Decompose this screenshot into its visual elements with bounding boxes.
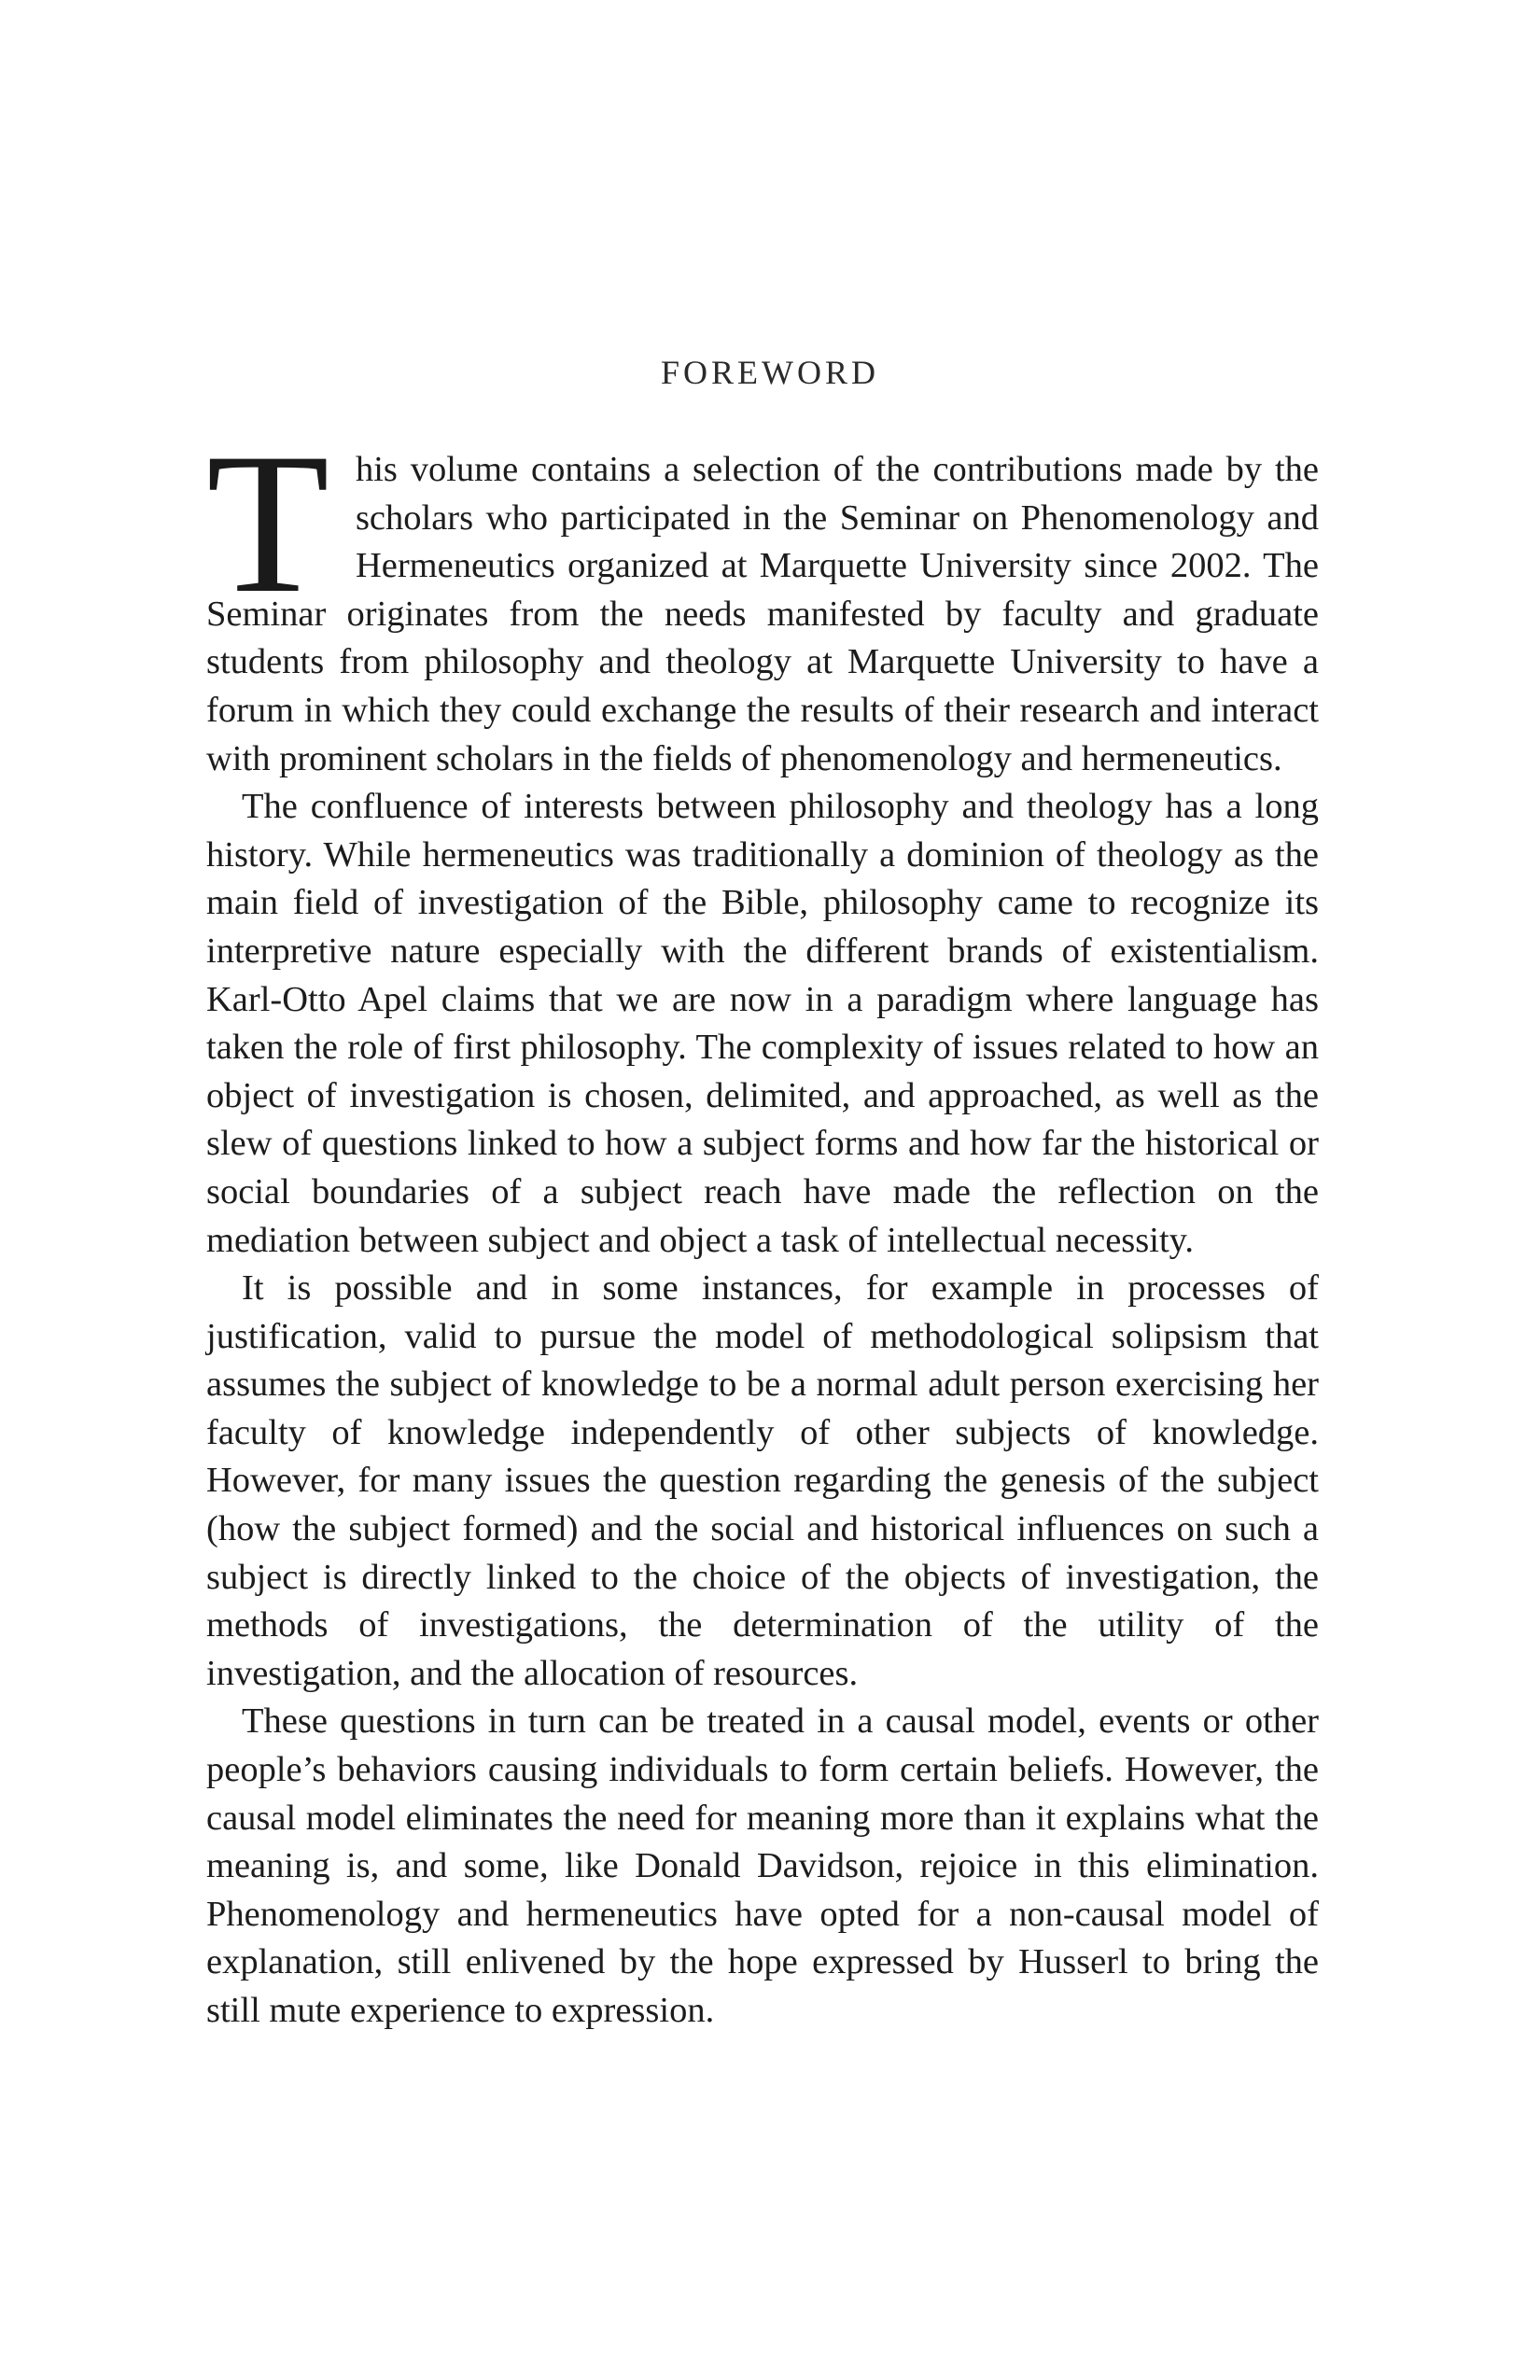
page-title: FOREWORD: [660, 354, 879, 391]
paragraph-4: These questions in turn can be treated in a causal model, events or other people’s behaviors causing individuals to form certain beliefs. However, the causal model eliminates the need for meaning more than it explains what the meaning is, and some, like Donald Davidson, rejoice in this elimination. Phenomenology and hermeneutics have opted for a non-causal model of explanation, still enlivened by the hope expressed by Husserl to bring the still mute experience to expression.: [206, 1701, 1319, 2030]
paragraph-2: The confluence of interests between philosophy and theology has a long history. While hermeneutics was traditionally a dominion of theology as the main field of investigation of the Bible, philosophy came to recognize its interpretive nature especially with the different brands of existentialism. Karl-Otto Apel claims that we are now in a paradigm where language has taken the role of first philosophy. The complexity of issues related to how an object of investigation is chosen, delimited, and approached, as well as the slew of questions linked to how a subject forms and how far the historical or social boundaries of a subject reach have made the reflection on the mediation between subject and object a task of intellectual necessity.: [206, 787, 1319, 1260]
paragraph-1: [206, 412, 1319, 783]
drop-cap: T: [206, 412, 329, 635]
foreword-body: [206, 412, 1319, 2036]
paragraph-1-text: his volume contains a selection of the contributions made by the scholars who participated in the Seminar on Phenomenology and Hermeneutics organized at Marquette University since 2002. The Seminar originates from the needs manifested by faculty and graduate students from philosophy and theology at Marquette University to have a forum in which they could exchange the results of their research and interact with prominent scholars in the fields of phenomenology and hermeneutics.: [206, 450, 1319, 778]
paragraph-3: It is possible and in some instances, for example in processes of justification, valid to pursue the model of methodological solipsism that assumes the subject of knowledge to be a normal adult person exercising her faculty of knowledge independently of other subjects of knowledge. However, for many issues the question regarding the genesis of the subject (how the subject formed) and the social and historical influences on such a subject is directly linked to the choice of the objects of investigation, the methods of investigations, the determination of the utility of the investigation, and the allocation of resources.: [206, 1268, 1319, 1693]
